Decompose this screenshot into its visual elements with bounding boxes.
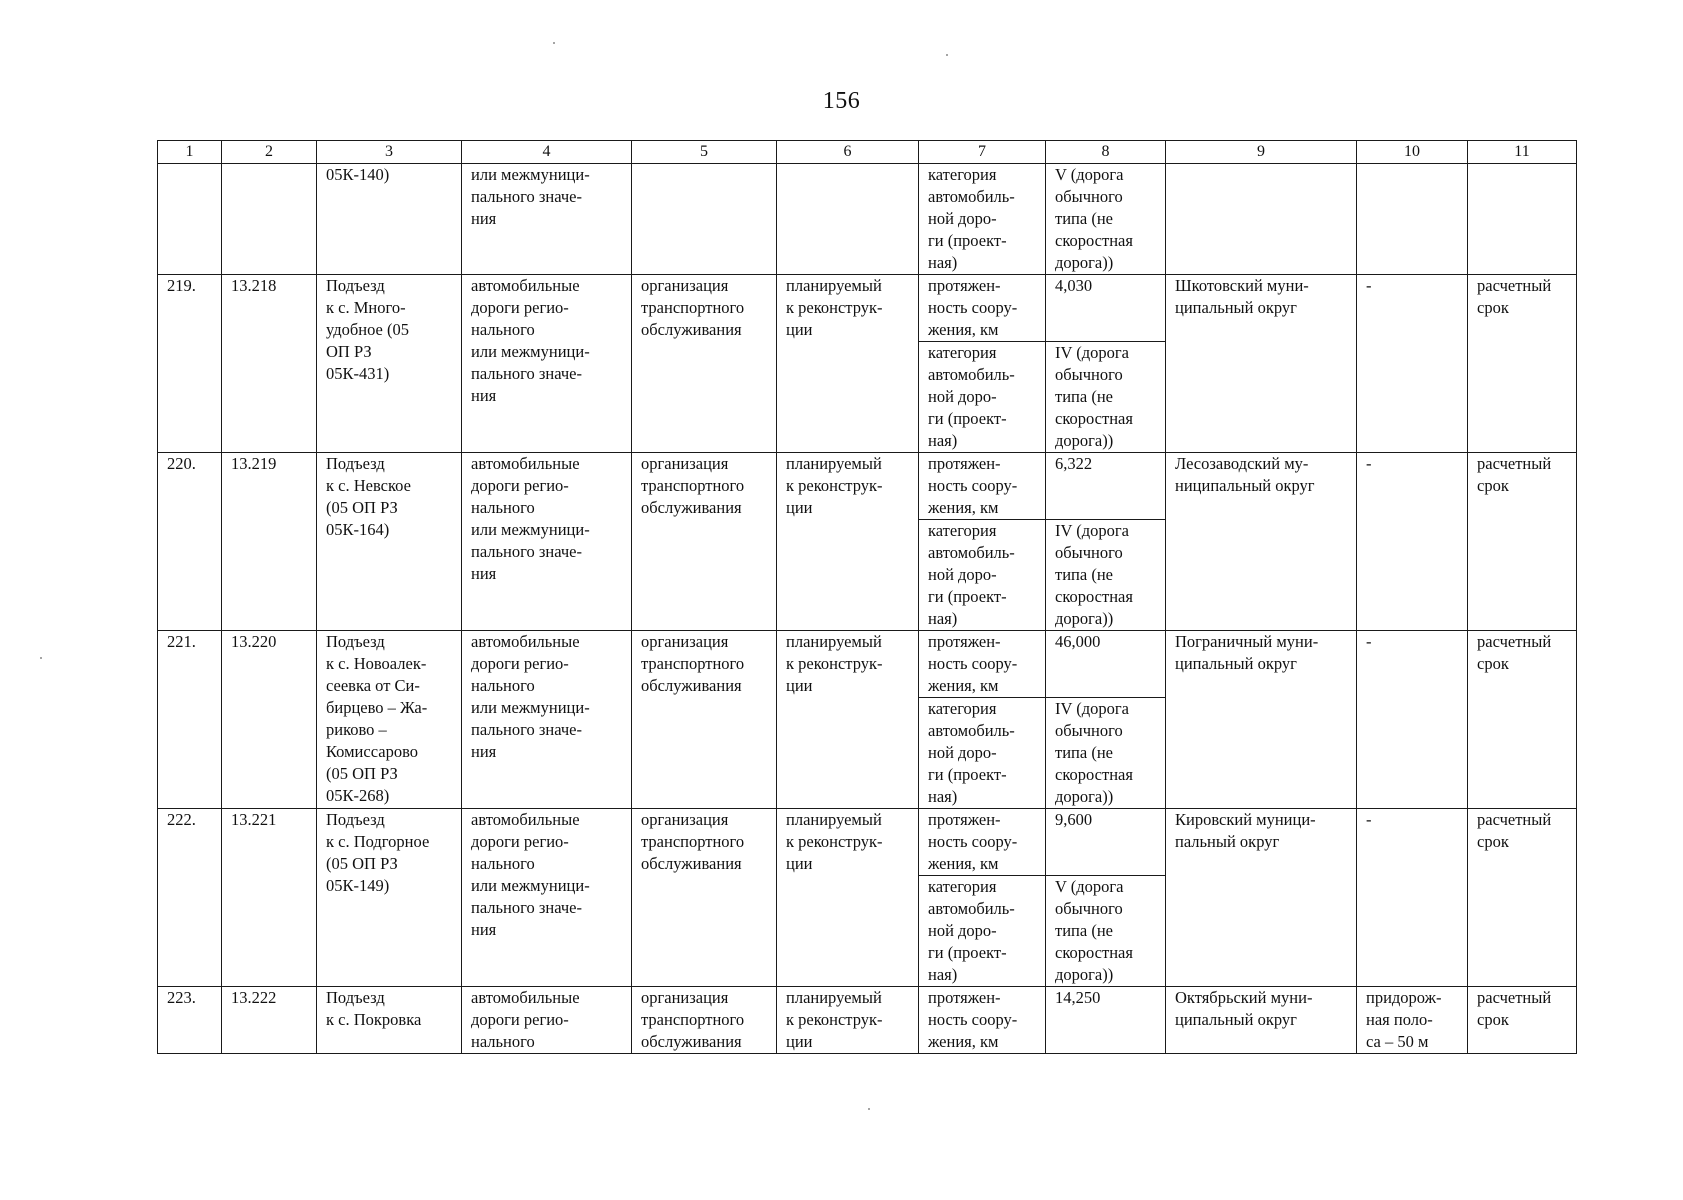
table-row <box>158 987 1577 1054</box>
scan-speck <box>553 42 555 44</box>
category-label-cell: категория автомобиль- ной доро- ги (проект- ная) <box>919 164 1046 275</box>
length-label-cell: протяжен- ность соору- жения, км <box>919 453 1046 520</box>
purpose-cell <box>632 164 777 275</box>
number-cell: 220. <box>158 453 222 631</box>
header-cell: 8 <box>1046 141 1166 164</box>
purpose-cell: организация транспортного обслуживания <box>632 453 777 631</box>
code-cell: 13.222 <box>222 987 317 1054</box>
location-cell: Шкотовский муни- ципальный округ <box>1166 275 1357 453</box>
number-cell: 223. <box>158 987 222 1054</box>
number-cell: 219. <box>158 275 222 453</box>
code-cell: 13.218 <box>222 275 317 453</box>
type-cell: автомобильные дороги регио- нального или межмуници- пального значе- ния <box>462 275 632 453</box>
zone-cell: - <box>1357 275 1468 453</box>
term-cell: расчетный срок <box>1468 987 1577 1054</box>
page-number: 156 <box>822 88 861 114</box>
number-cell: 221. <box>158 631 222 809</box>
name-cell: Подъезд к с. Невское (05 ОП РЗ 05К-164) <box>317 453 462 631</box>
type-cell: или межмуници- пального значе- ния <box>462 164 632 275</box>
length-value-cell: 6,322 <box>1046 453 1166 520</box>
location-cell: Кировский муници- пальный округ <box>1166 809 1357 987</box>
zone-cell <box>1357 164 1468 275</box>
category-value-cell: V (дорога обычного типа (не скоростная дорога)) <box>1046 876 1166 987</box>
number-cell: 222. <box>158 809 222 987</box>
length-value-cell: 4,030 <box>1046 275 1166 342</box>
category-label-cell: категория автомобиль- ной доро- ги (проект- ная) <box>919 520 1046 631</box>
category-value-cell: V (дорога обычного типа (не скоростная дорога)) <box>1046 164 1166 275</box>
header-cell: 11 <box>1468 141 1577 164</box>
number-cell <box>158 164 222 275</box>
status-cell: планируемый к реконструк- ции <box>777 809 919 987</box>
scan-speck <box>946 54 948 56</box>
zone-cell: - <box>1357 809 1468 987</box>
code-cell: 13.221 <box>222 809 317 987</box>
continued-row <box>158 164 1577 275</box>
table-row <box>158 809 1577 876</box>
term-cell: расчетный срок <box>1468 275 1577 453</box>
header-cell: 7 <box>919 141 1046 164</box>
category-value-cell: IV (дорога обычного типа (не скоростная дорога)) <box>1046 698 1166 809</box>
length-value-cell: 14,250 <box>1046 987 1166 1054</box>
location-cell <box>1166 164 1357 275</box>
header-cell: 3 <box>317 141 462 164</box>
name-cell: Подъезд к с. Покровка <box>317 987 462 1054</box>
length-label-cell: протяжен- ность соору- жения, км <box>919 809 1046 876</box>
header-cell: 6 <box>777 141 919 164</box>
term-cell: расчетный срок <box>1468 453 1577 631</box>
category-label-cell: категория автомобиль- ной доро- ги (проект- ная) <box>919 342 1046 453</box>
code-cell: 13.220 <box>222 631 317 809</box>
scan-speck <box>868 1108 870 1110</box>
length-value-cell: 46,000 <box>1046 631 1166 698</box>
location-cell: Пограничный муни- ципальный округ <box>1166 631 1357 809</box>
category-value-cell: IV (дорога обычного типа (не скоростная дорога)) <box>1046 520 1166 631</box>
term-cell: расчетный срок <box>1468 631 1577 809</box>
header-cell: 2 <box>222 141 317 164</box>
zone-cell: - <box>1357 453 1468 631</box>
status-cell: планируемый к реконструк- ции <box>777 275 919 453</box>
name-cell: Подъезд к с. Подгорное (05 ОП РЗ 05К-149) <box>317 809 462 987</box>
table-row <box>158 453 1577 520</box>
purpose-cell: организация транспортного обслуживания <box>632 987 777 1054</box>
name-cell: Подъезд к с. Новоалек- сеевка от Си- бирцево – Жа- риково – Комиссарово (05 ОП РЗ 05К-268) <box>317 631 462 809</box>
purpose-cell: организация транспортного обслуживания <box>632 809 777 987</box>
name-cell: Подъезд к с. Много- удобное (05 ОП РЗ 05К-431) <box>317 275 462 453</box>
header-cell: 9 <box>1166 141 1357 164</box>
scan-speck <box>40 657 42 659</box>
category-value-cell: IV (дорога обычного типа (не скоростная дорога)) <box>1046 342 1166 453</box>
status-cell: планируемый к реконструк- ции <box>777 987 919 1054</box>
location-cell: Лесозаводский му- ниципальный округ <box>1166 453 1357 631</box>
status-cell: планируемый к реконструк- ции <box>777 453 919 631</box>
header-row <box>158 141 1577 164</box>
header-cell: 1 <box>158 141 222 164</box>
road-objects-table <box>157 140 1577 1054</box>
name-cell: 05К-140) <box>317 164 462 275</box>
length-label-cell: протяжен- ность соору- жения, км <box>919 275 1046 342</box>
type-cell: автомобильные дороги регио- нального или межмуници- пального значе- ния <box>462 453 632 631</box>
table-row <box>158 631 1577 698</box>
zone-cell: - <box>1357 631 1468 809</box>
term-cell <box>1468 164 1577 275</box>
header-cell: 10 <box>1357 141 1468 164</box>
length-label-cell: протяжен- ность соору- жения, км <box>919 987 1046 1054</box>
header-cell: 4 <box>462 141 632 164</box>
code-cell <box>222 164 317 275</box>
status-cell: планируемый к реконструк- ции <box>777 631 919 809</box>
type-cell: автомобильные дороги регио- нального или межмуници- пального значе- ния <box>462 631 632 809</box>
length-value-cell: 9,600 <box>1046 809 1166 876</box>
purpose-cell: организация транспортного обслуживания <box>632 631 777 809</box>
zone-cell: придорож- ная поло- са – 50 м <box>1357 987 1468 1054</box>
type-cell: автомобильные дороги регио- нального или межмуници- пального значе- ния <box>462 809 632 987</box>
status-cell <box>777 164 919 275</box>
term-cell: расчетный срок <box>1468 809 1577 987</box>
purpose-cell: организация транспортного обслуживания <box>632 275 777 453</box>
code-cell: 13.219 <box>222 453 317 631</box>
type-cell: автомобильные дороги регио- нального <box>462 987 632 1054</box>
length-label-cell: протяжен- ность соору- жения, км <box>919 631 1046 698</box>
category-label-cell: категория автомобиль- ной доро- ги (проект- ная) <box>919 876 1046 987</box>
category-label-cell: категория автомобиль- ной доро- ги (проект- ная) <box>919 698 1046 809</box>
header-cell: 5 <box>632 141 777 164</box>
table-row <box>158 275 1577 342</box>
location-cell: Октябрьский муни- ципальный округ <box>1166 987 1357 1054</box>
